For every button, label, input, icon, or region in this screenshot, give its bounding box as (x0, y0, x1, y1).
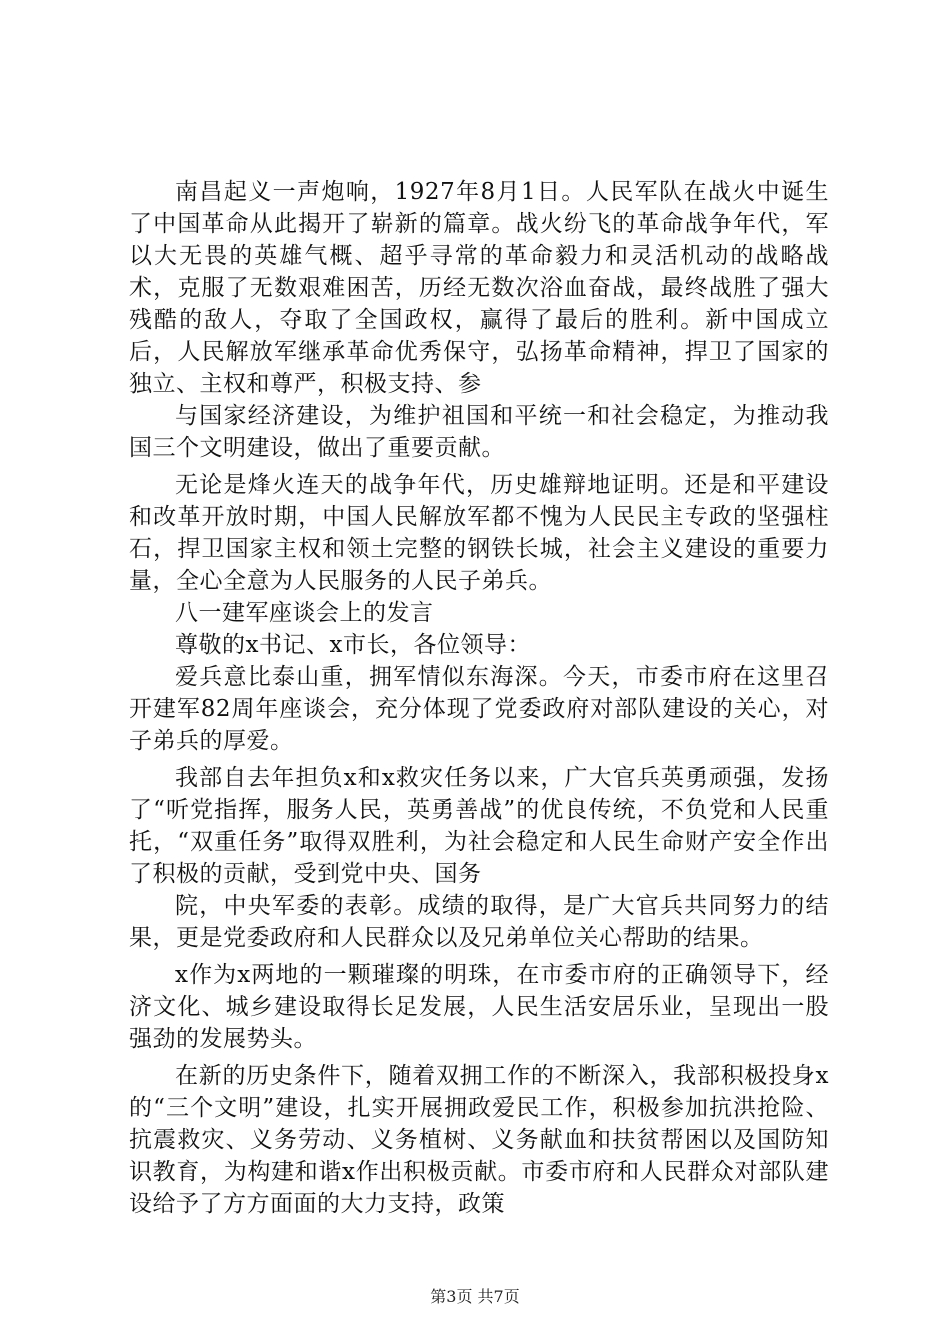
paragraph-city-development: x作为x两地的一颗璀璨的明珠，在市委市府的正确领导下，经济文化、城乡建设取得长足发展，人民生活安居乐业，呈现出一股强劲的发展势头。 (129, 962, 829, 1052)
speech-salutation: 尊敬的x书记、x市长，各位领导： (175, 632, 531, 658)
paragraph-new-conditions: 在新的历史条件下，随着双拥工作的不断深入，我部积极投身x的“三个文明”建设，扎实开展拥政爱民工作，积极参加抗洪抢险、抗震救灾、义务劳动、义务植树、义务献血和扶贫帮困以及国防知识教育，为构建和谐x作出积极贡献。市委市府和人民群众对部队建设给予了方方面面的大力支持，政策 (129, 1063, 829, 1217)
paragraph-nanchang-uprising: 南昌起义一声炮响，1927年8月1日。人民军队在战火中诞生了中国革命从此揭开了崭新的篇章。战火纷飞的革命战争年代，军以大无畏的英雄气概、超乎寻常的革命毅力和灵活机动的战略战术，克服了无数艰难困苦，历经无数次浴血奋战，最终战胜了强大残酷的敌人，夺取了全国政权，赢得了最后的胜利。新中国成立后，人民解放军继承革命优秀保守，弘扬革命精神，捍卫了国家的独立、主权和尊严，积极支持、参 (129, 179, 829, 397)
page-number-footer: 第3页 共7页 (430, 1287, 520, 1306)
paragraph-love-soldiers: 爱兵意比泰山重，拥军情似东海深。今天，市委市府在这里召开建军82周年座谈会，充分体现了党委政府对部队建设的关心，对子弟兵的厚爱。 (129, 664, 829, 754)
paragraph-economic-construction: 与国家经济建设，为维护祖国和平统一和社会稳定，为推动我国三个文明建设，做出了重要贡献。 (129, 403, 829, 461)
paragraph-disaster-relief: 我部自去年担负x和x救灾任务以来，广大官兵英勇顽强，发扬了“听党指挥，服务人民，英勇善战”的优良传统，不负党和人民重托，“双重任务”取得双胜利，为社会稳定和人民生命财产安全作出了积极的贡献，受到党中央、国务 (129, 765, 829, 887)
speech-title: 八一建军座谈会上的发言 (175, 600, 434, 626)
paragraph-achievements: 院，中央军委的表彰。成绩的取得，是广大官兵共同努力的结果，更是党委政府和人民群众以及兄弟单位关心帮助的结果。 (129, 893, 829, 951)
document-body (129, 176, 829, 1220)
paragraph-history-proves: 无论是烽火连天的战争年代，历史雄辩地证明。还是和平建设和改革开放时期，中国人民解放军都不愧为人民民主专政的坚强柱石，捍卫国家主权和领土完整的钢铁长城，社会主义建设的重要力量，全心全意为人民服务的人民子弟兵。 (129, 472, 829, 594)
